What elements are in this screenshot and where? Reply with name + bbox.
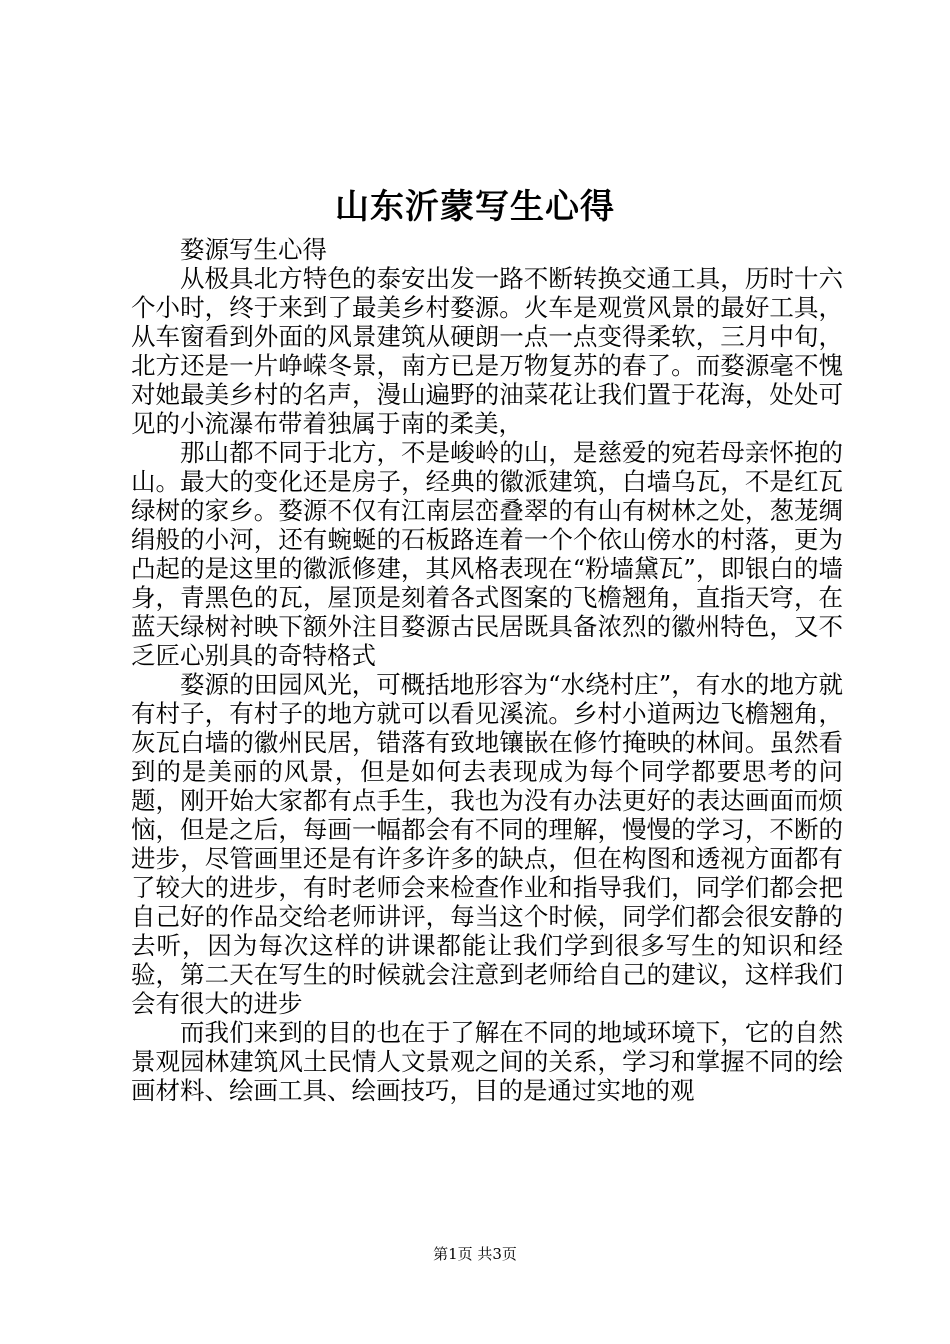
- paragraph-subtitle: 婺源写生心得: [180, 235, 327, 264]
- paragraph: 而我们来到的目的也在于了解在不同的地域环境下，它的自然景观园林建筑风土民情人文景观之间的关系，学习和掌握不同的绘画材料、绘画工具、绘画技巧，目的是通过实地的观: [131, 1018, 843, 1105]
- document-title: 山东沂蒙写生心得: [335, 187, 615, 227]
- paragraph: 婺源的田园风光，可概括地形容为“水绕村庄”，有水的地方就有村子，有村子的地方就可以看见溪流。乡村小道两边飞檐翘角，灰瓦白墙的徽州民居，错落有致地镶嵌在修竹掩映的林间。虽然看到的是美丽的风景，但是如何去表现成为每个同学都要思考的问题，刚开始大家都有点手生，我也为没有办法更好的表达画面而烦恼，但是之后，每画一幅都会有不同的理解，慢慢的学习，不断的进步，尽管画里还是有许多许多的缺点，但在构图和透视方面都有了较大的进步，有时老师会来检查作业和指导我们，同学们都会把自己好的作品交给老师讲评，每当这个时候，同学们都会很安静的去听，因为每次这样的讲课都能让我们学到很多写生的知识和经验，第二天在写生的时候就会注意到老师给自己的建议，这样我们会有很大的进步: [131, 670, 843, 1018]
- paragraph: 从极具北方特色的泰安出发一路不断转换交通工具，历时十六个小时，终于来到了最美乡村婺源。火车是观赏风景的最好工具，从车窗看到外面的风景建筑从硬朗一点一点变得柔软，三月中旬，北方还是一片峥嵘冬景，南方已是万物复苏的春了。而婺源毫不愧对她最美乡村的名声，漫山遍野的油菜花让我们置于花海，处处可见的小流瀑布带着独属于南的柔美，: [131, 264, 843, 438]
- paragraph: 那山都不同于北方，不是峻岭的山，是慈爱的宛若母亲怀抱的山。最大的变化还是房子，经典的徽派建筑，白墙乌瓦，不是红瓦绿树的家乡。婺源不仅有江南层峦叠翠的有山有树林之处，葱茏绸绢般的小河，还有蜿蜒的石板路连着一个个依山傍水的村落，更为凸起的是这里的徽派修建，其风格表现在“粉墙黛瓦”，即银白的墙身，青黑色的瓦，屋顶是刻着各式图案的飞檐翘角，直指天穹，在蓝天绿树衬映下额外注目婺源古民居既具备浓烈的徽州特色，又不乏匠心别具的奇特格式: [131, 438, 843, 670]
- page-number-footer: 第1页 共3页: [433, 1245, 517, 1263]
- document-body: [131, 235, 843, 1105]
